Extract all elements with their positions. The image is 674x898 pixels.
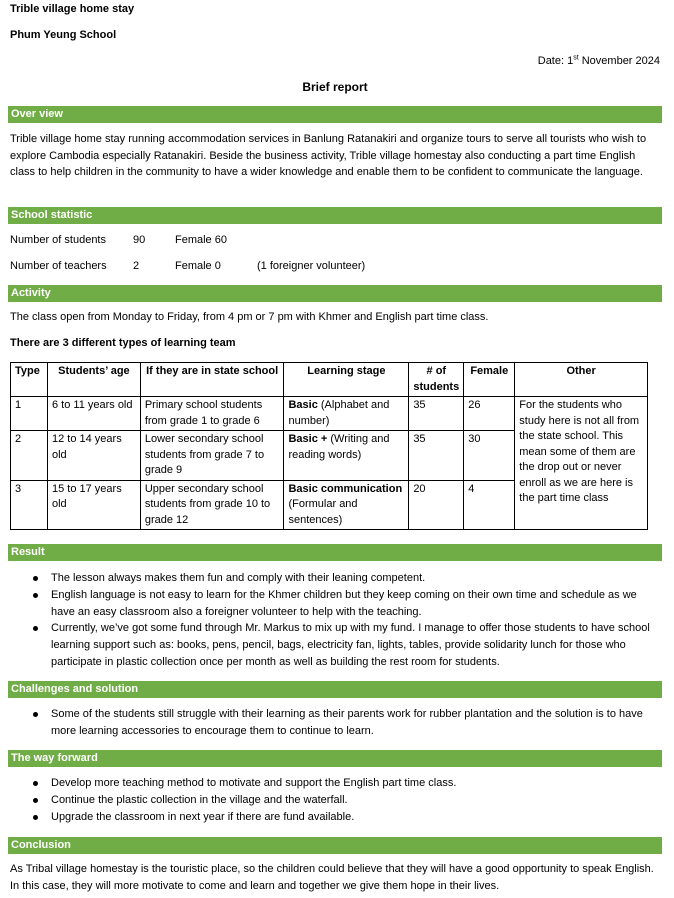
cell-other: For the students who study here is not all from the state school. This mean some of them are the drop out or never enroll as we are here is the part time class [515,397,648,530]
list-item: Upgrade the classroom in next year if there are fund available. [30,809,660,826]
list-item: English language is not easy to learn for the Khmer children but they keep coming on their own time and schedule as we have an easy classroom also a foreigner volunteer to help with the teaching. [30,587,660,621]
col-header-other: Other [515,363,648,397]
activity-text: The class open from Monday to Friday, from 4 pm or 7 pm with Khmer and English part time class. [10,311,489,323]
cell-school: Primary school students from grade 1 to grade 6 [140,397,284,431]
teachers-note: (1 foreigner volunteer) [257,260,366,272]
school-name: Phum Yeung School [10,29,117,41]
section-heading-statistic: School statistic [8,207,662,224]
cell-type: 3 [11,480,48,530]
section-heading-overview: Over view [8,106,662,123]
teachers-label: Number of teachers [10,260,107,272]
col-header-students: # of students [409,363,464,397]
result-list [30,570,660,671]
learning-team-table [10,362,648,530]
col-header-female: Female [464,363,515,397]
cell-age: 15 to 17 years old [47,480,140,530]
org-name: Trible village home stay [10,3,135,15]
section-heading-conclusion: Conclusion [8,837,662,854]
cell-female: 26 [464,397,515,431]
cell-school: Lower secondary school students from grade 7 to grade 9 [140,431,284,481]
cell-age: 12 to 14 years old [47,431,140,481]
cell-students: 35 [409,397,464,431]
col-header-age: Students’ age [47,363,140,397]
section-heading-forward: The way forward [8,750,662,767]
list-item: Some of the students still struggle with their learning as their parents work for rubber plantation and the solution is to have more learning accessories to encourage them to continue to learn. [30,706,660,740]
teachers-female: Female 0 [175,260,221,272]
col-header-school: If they are in state school [140,363,284,397]
report-date: Date: 1st November 2024 [537,54,660,67]
cell-age: 6 to 11 years old [47,397,140,431]
list-item: The lesson always makes them fun and comply with their leaning competent. [30,570,660,587]
list-item: Continue the plastic collection in the village and the waterfall. [30,792,660,809]
col-header-type: Type [11,363,48,397]
teachers-value: 2 [133,260,140,272]
cell-type: 1 [11,397,48,431]
list-item: Currently, we’ve got some fund through Mr. Markus to mix up with my fund. I manage to offer those students to have school learning support such as: books, pens, pencil, bags, electricity fan, lights, tables, provide solidarity lunch for those who participate in plastic collection once per month as well as building the rest room for students. [30,620,660,670]
list-item: Develop more teaching method to motivate and support the English part time class. [30,775,660,792]
students-value: 90 [133,234,146,246]
cell-stage: Basic communication (Formular and sentences) [284,480,409,530]
forward-list [30,775,660,825]
cell-stage: Basic + (Writing and reading words) [284,431,409,481]
overview-text: Trible village home stay running accommodation services in Banlung Ratanakiri and organize tours to serve all tourists who wish to explore Cambodia especially Ratanakiri. Beside the business activity, Trible village homestay also conducting a part time English class to help children in the community to have a wider knowledge and enable them to be confident to communicate the language. [10,133,647,178]
conclusion-text: As Tribal village homestay is the touristic place, so the children could believe that they will have a good opportunity to speak English. In this case, they will more motivate to come and learn and together we give them hope in their lives. [10,863,654,892]
cell-female: 30 [464,431,515,481]
challenges-list [30,706,660,740]
cell-school: Upper secondary school students from grade 10 to grade 12 [140,480,284,530]
learning-team-subheading: There are 3 different types of learning team [10,337,236,349]
col-header-stage: Learning stage [284,363,409,397]
report-title: Brief report [302,80,368,94]
cell-stage: Basic (Alphabet and number) [284,397,409,431]
table-row [11,397,648,431]
cell-students: 35 [409,431,464,481]
section-heading-result: Result [8,544,662,561]
table-header-row [11,363,648,397]
students-label: Number of students [10,234,106,246]
cell-students: 20 [409,480,464,530]
cell-type: 2 [11,431,48,481]
section-heading-challenges: Challenges and solution [8,681,662,698]
cell-female: 4 [464,480,515,530]
students-female: Female 60 [175,234,227,246]
section-heading-activity: Activity [8,285,662,302]
